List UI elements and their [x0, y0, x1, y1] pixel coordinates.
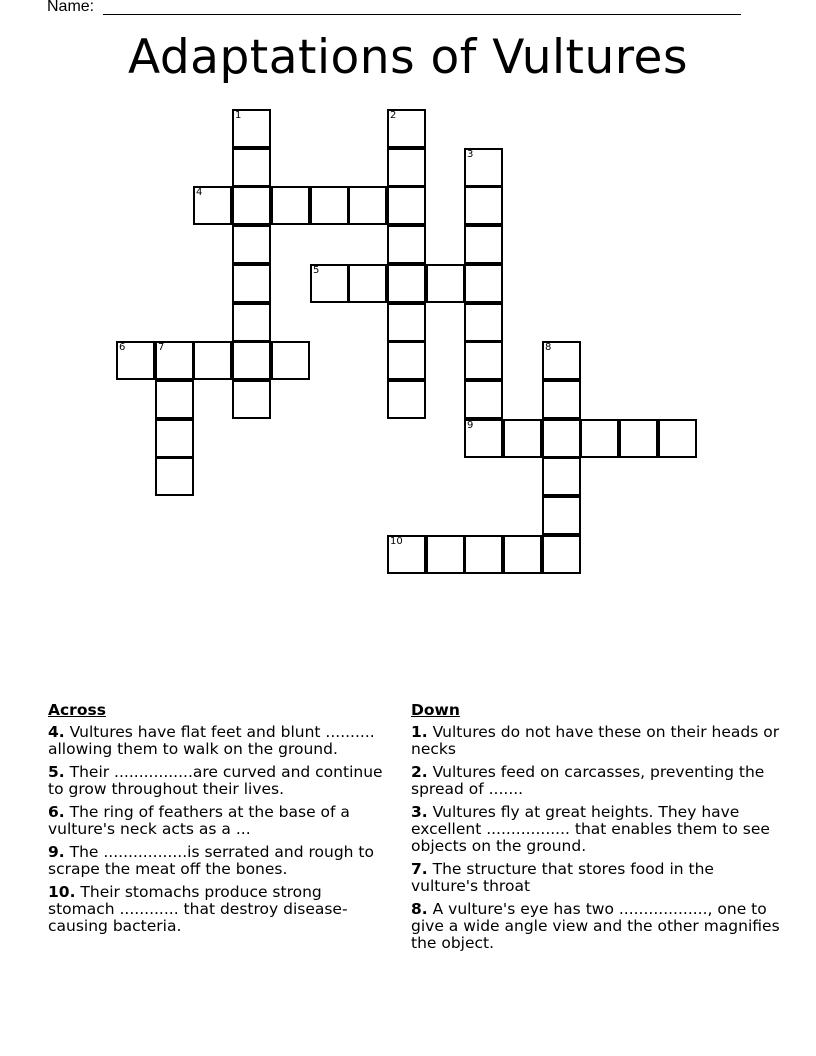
crossword-cell[interactable]	[464, 225, 503, 264]
crossword-cell[interactable]	[232, 225, 271, 264]
crossword-cell[interactable]	[658, 419, 697, 458]
crossword-cell[interactable]	[348, 264, 387, 303]
clue-number: 5.	[48, 763, 65, 781]
clue-number: 10.	[48, 883, 76, 901]
down-clues	[411, 702, 781, 958]
down-clue	[411, 764, 781, 798]
clue-text: Vultures do not have these on their heads or necks	[411, 723, 780, 758]
cell-number: 7	[158, 342, 165, 353]
clue-number: 8.	[411, 900, 428, 918]
clue-number: 7.	[411, 860, 428, 878]
clue-number: 9.	[48, 843, 65, 861]
clue-text: The structure that stores food in the vulture's throat	[411, 860, 714, 895]
clue-number: 6.	[48, 803, 65, 821]
crossword-cell[interactable]	[464, 303, 503, 342]
clue-text: The .................is serrated and rough to scrape the meat off the bones.	[48, 843, 374, 878]
cell-number: 2	[390, 110, 397, 121]
crossword-cell[interactable]	[426, 535, 465, 574]
crossword-cell[interactable]	[503, 535, 542, 574]
clue-text: Vultures fly at great heights. They have excellent ................. that enables them to see objects on the ground.	[411, 803, 770, 855]
crossword-cell[interactable]	[542, 457, 581, 496]
crossword-cell[interactable]	[542, 380, 581, 419]
clue-text: Vultures feed on carcasses, preventing the spread of .......	[411, 763, 765, 798]
crossword-cell[interactable]	[387, 148, 426, 187]
crossword-cell[interactable]	[155, 380, 194, 419]
down-clue	[411, 724, 781, 758]
crossword-cell[interactable]	[348, 186, 387, 225]
crossword-cell[interactable]	[193, 341, 232, 380]
page-title: Adaptations of Vultures	[128, 30, 688, 85]
cell-number: 4	[196, 187, 203, 198]
crossword-cell[interactable]	[232, 264, 271, 303]
crossword-cell[interactable]	[387, 109, 426, 148]
crossword-cell[interactable]	[542, 496, 581, 535]
clue-text: A vulture's eye has two .................., one to give a wide angle view and the other magnifies the object.	[411, 900, 780, 952]
cell-number: 10	[390, 536, 403, 547]
crossword-cell[interactable]	[193, 186, 232, 225]
crossword-cell[interactable]	[232, 380, 271, 419]
crossword-cell[interactable]	[542, 419, 581, 458]
cell-number: 5	[313, 265, 320, 276]
crossword-cell[interactable]	[426, 264, 465, 303]
clue-text: The ring of feathers at the base of a vulture's neck acts as a ...	[48, 803, 350, 838]
crossword-cell[interactable]	[310, 264, 349, 303]
clue-number: 1.	[411, 723, 428, 741]
crossword-cell[interactable]	[232, 109, 271, 148]
crossword-cell[interactable]	[464, 264, 503, 303]
down-clue	[411, 861, 781, 895]
crossword-cell[interactable]	[271, 341, 310, 380]
across-heading: Across	[48, 701, 106, 719]
name-label: Name:	[47, 0, 95, 15]
crossword-cell[interactable]	[310, 186, 349, 225]
clue-text: Their stomachs produce strong stomach ............ that destroy disease-causing bacteria.	[48, 883, 348, 935]
crossword-cell[interactable]	[232, 341, 271, 380]
crossword-cell[interactable]	[387, 380, 426, 419]
clue-text: Their ................are curved and continue to grow throughout their lives.	[48, 763, 383, 798]
crossword-cell[interactable]	[116, 341, 155, 380]
crossword-cell[interactable]	[387, 225, 426, 264]
crossword-cell[interactable]	[155, 457, 194, 496]
crossword-cell[interactable]	[232, 186, 271, 225]
down-heading: Down	[411, 701, 460, 719]
crossword-cell[interactable]	[387, 186, 426, 225]
cell-number: 3	[467, 149, 474, 160]
clue-number: 2.	[411, 763, 428, 781]
crossword-cell[interactable]	[464, 380, 503, 419]
crossword-cell[interactable]	[232, 303, 271, 342]
across-clues	[48, 702, 393, 941]
crossword-cell[interactable]	[580, 419, 619, 458]
cell-number: 1	[235, 110, 242, 121]
cell-number: 6	[119, 342, 126, 353]
across-clue	[48, 764, 393, 798]
crossword-cell[interactable]	[464, 186, 503, 225]
across-clue	[48, 844, 393, 878]
crossword-cell[interactable]	[387, 535, 426, 574]
crossword-cell[interactable]	[155, 341, 194, 380]
across-clue	[48, 804, 393, 838]
crossword-cell[interactable]	[387, 264, 426, 303]
down-clue	[411, 901, 781, 952]
down-clue	[411, 804, 781, 855]
crossword-cell[interactable]	[542, 535, 581, 574]
crossword-cell[interactable]	[464, 148, 503, 187]
across-clue	[48, 724, 393, 758]
crossword-cell[interactable]	[464, 419, 503, 458]
clue-number: 4.	[48, 723, 65, 741]
clue-text: Vultures have flat feet and blunt .......... allowing them to walk on the ground.	[48, 723, 375, 758]
crossword-cell[interactable]	[155, 419, 194, 458]
crossword-cell[interactable]	[387, 341, 426, 380]
crossword-cell[interactable]	[619, 419, 658, 458]
across-clue	[48, 884, 393, 935]
crossword-cell[interactable]	[271, 186, 310, 225]
crossword-cell[interactable]	[232, 148, 271, 187]
crossword-cell[interactable]	[503, 419, 542, 458]
crossword-cell[interactable]	[542, 341, 581, 380]
crossword-cell[interactable]	[464, 535, 503, 574]
clue-number: 3.	[411, 803, 428, 821]
crossword-cell[interactable]	[387, 303, 426, 342]
cell-number: 9	[467, 420, 474, 431]
cell-number: 8	[545, 342, 552, 353]
crossword-cell[interactable]	[464, 341, 503, 380]
